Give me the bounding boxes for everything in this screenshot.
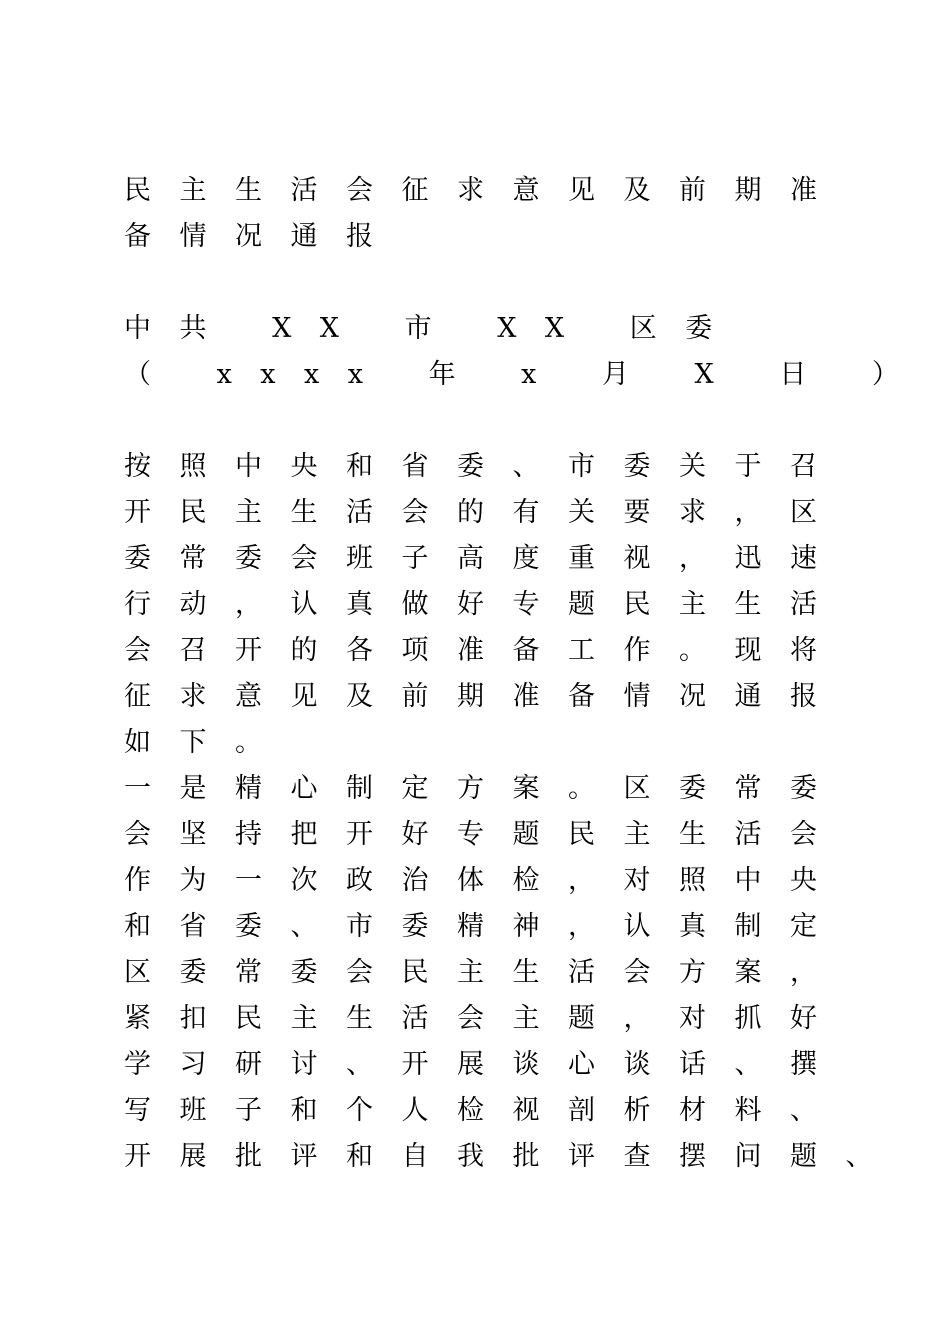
spacer — [124, 398, 864, 444]
body-line: 征求意见及前期准备情况通报 — [124, 681, 846, 712]
body-line: 一是精心制定方案。区委常委 — [124, 773, 846, 804]
body-line: 开民主生活会的有关要求，区 — [124, 497, 846, 528]
document-title-line-2: 备情况通报 — [124, 221, 402, 252]
document-page — [124, 168, 928, 1180]
body-text — [124, 444, 901, 1180]
body-line: 会召开的各项准备工作。现将 — [124, 635, 846, 666]
issuer-org: 中共 XX 市 XX 区委 — [124, 313, 741, 344]
body-line: 会坚持把开好专题民主生活会 — [124, 819, 846, 850]
spacer — [124, 260, 864, 306]
body-line: 如下。 — [124, 727, 291, 758]
body-line: 区委常委会民主生活会方案， — [124, 957, 846, 988]
body-line: 开展批评和自我批评查摆问题、 — [124, 1141, 901, 1172]
body-line: 按照中央和省委、市委关于召 — [124, 451, 846, 482]
body-line: 和省委、市委精神，认真制定 — [124, 911, 846, 942]
issue-date: （ xxxx 年 x 月 X 日 ） — [124, 359, 928, 390]
document-title-line-1: 民主生活会征求意见及前期准 — [124, 175, 846, 206]
body-line: 紧扣民主生活会主题，对抓好 — [124, 1003, 846, 1034]
body-line: 行动，认真做好专题民主生活 — [124, 589, 846, 620]
body-line: 学习研讨、开展谈心谈话、撰 — [124, 1049, 846, 1080]
body-line: 作为一次政治体检，对照中央 — [124, 865, 846, 896]
body-line: 委常委会班子高度重视，迅速 — [124, 543, 846, 574]
body-line: 写班子和个人检视剖析材料、 — [124, 1095, 846, 1126]
